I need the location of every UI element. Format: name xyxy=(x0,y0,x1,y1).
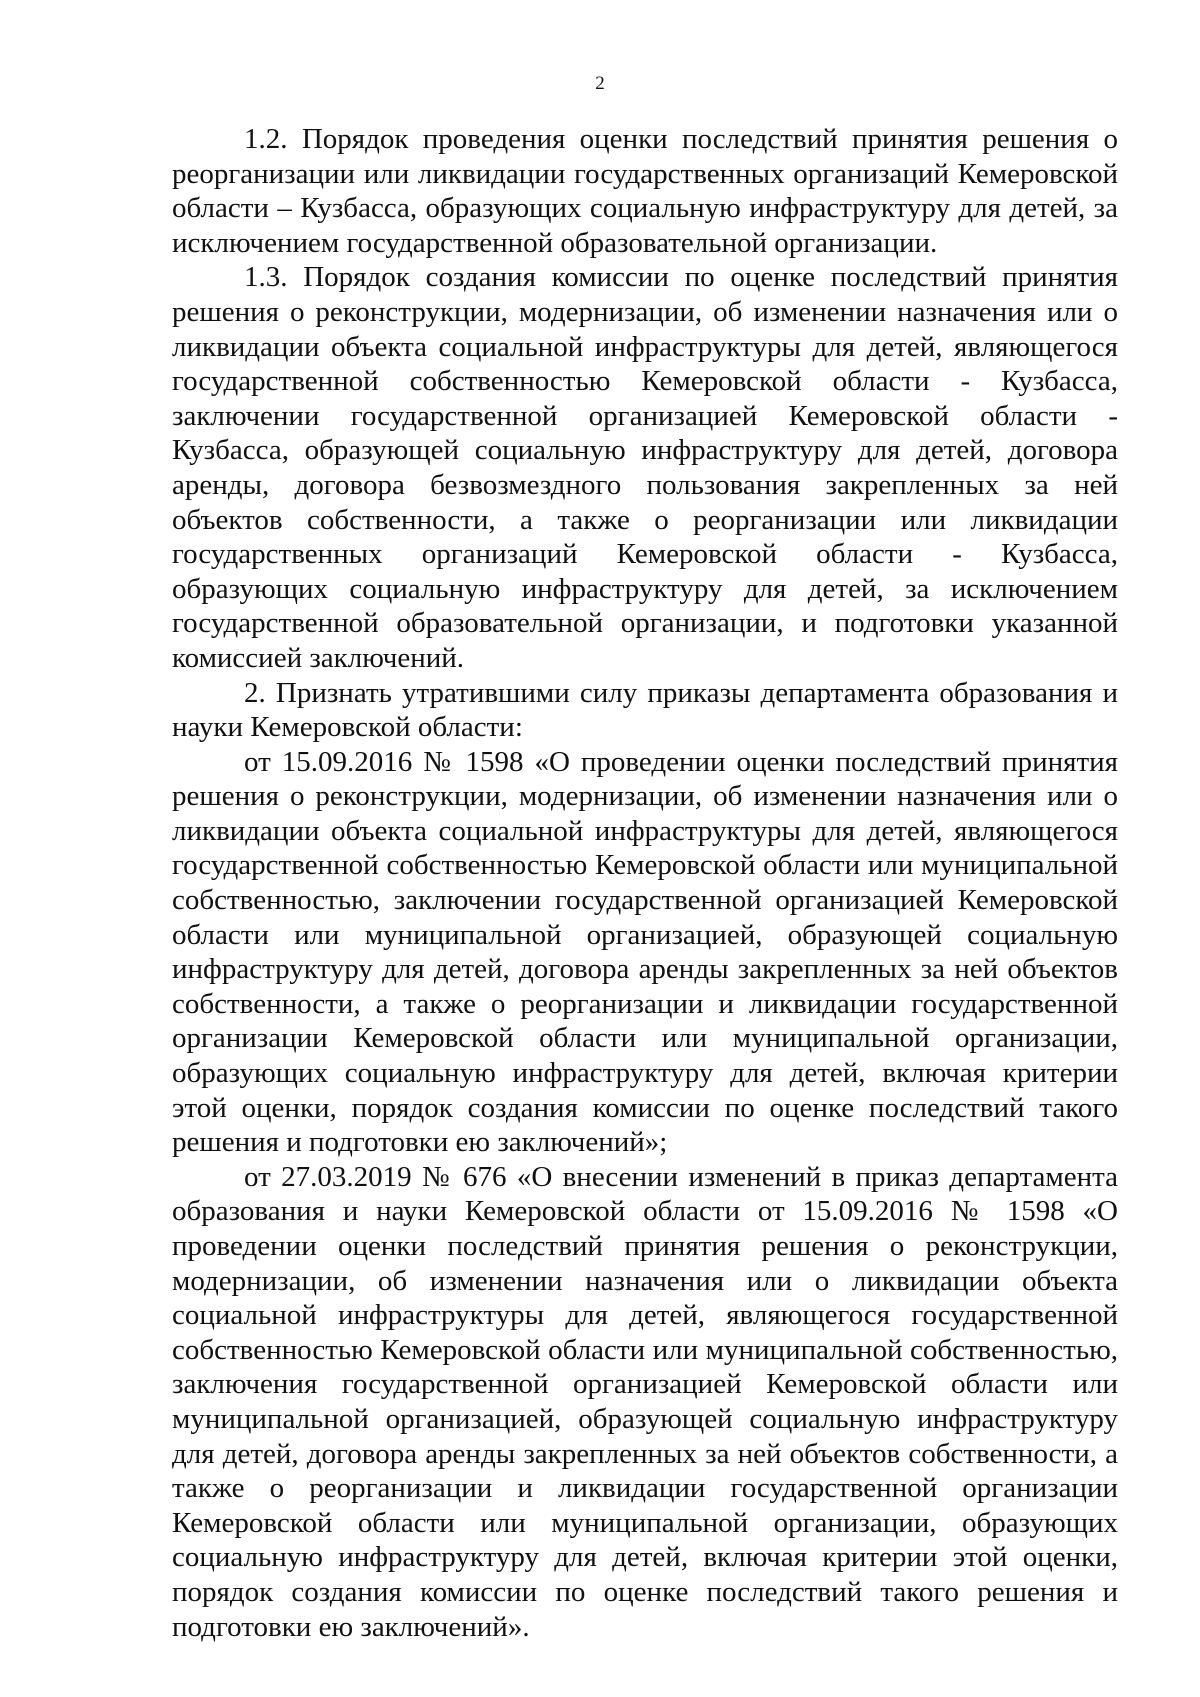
paragraph-order-1598: от 15.09.2016 № 1598 «О проведении оценки последствий принятия решения о реконструкции, модернизации, об изменении назначения или о ликвидации объекта социальной инфраструктуры для детей, являющегося государственной собственностью Кемеровской области или муниципальной собственностью, заключении государственной организацией Кемеровской области или муниципальной организацией, образующей социальную инфраструктуру для детей, договора аренды закрепленных за ней объектов собственности, а также о реорганизации и ликвидации государственной организации Кемеровской области или муниципальной организации, образующих социальную инфраструктуру для детей, включая критерии этой оценки, порядок создания комиссии по оценке последствий такого решения и подготовки ею заключений»; xyxy=(172,745,1118,1159)
paragraph-1-2: 1.2. Порядок проведения оценки последствий принятия решения о реорганизации или ликвидации государственных организаций Кемеровской области – Кузбасса, образующих социальную инфраструктуру для детей, за исключением государственной образовательной организации. xyxy=(172,123,1118,259)
paragraph-1-3: 1.3. Порядок создания комиссии по оценке последствий принятия решения о реконструкции, модернизации, об изменении назначения или о ликвидации объекта социальной инфраструктуры для детей, являющегося государственной собственностью Кемеровской области - Кузбасса, заключении государственной организацией Кемеровской области - Кузбасса, образующей социальную инфраструктуру для детей, договора аренды, договора безвозмездного пользования закрепленных за ней объектов собственности, а также о реорганизации или ликвидации государственных организаций Кемеровской области - Кузбасса, образующих социальную инфраструктуру для детей, за исключением государственной образовательной организации, и подготовки указанной комиссией заключений. xyxy=(172,261,1118,674)
document-body xyxy=(172,122,1118,1644)
page-number: 2 xyxy=(595,73,605,94)
paragraph-order-676: от 27.03.2019 № 676 «О внесении изменений в приказ департамента образования и науки Кемеровской области от 15.09.2016 № 1598 «О проведении оценки последствий принятия решения о реконструкции, модернизации, об изменении назначения или о ликвидации объекта социальной инфраструктуры для детей, являющегося государственной собственностью Кемеровской области или муниципальной собственностью, заключения государственной организацией Кемеровской области или муниципальной организацией, образующей социальную инфраструктуру для детей, договора аренды закрепленных за ней объектов собственности, а также о реорганизации и ликвидации государственной организации Кемеровской области или муниципальной организации, образующих социальную инфраструктуру для детей, включая критерии этой оценки, порядок создания комиссии по оценке последствий такого решения и подготовки ею заключений». xyxy=(172,1160,1118,1643)
paragraph-2: 2. Признать утратившими силу приказы департамента образования и науки Кемеровской области: xyxy=(172,676,1118,744)
